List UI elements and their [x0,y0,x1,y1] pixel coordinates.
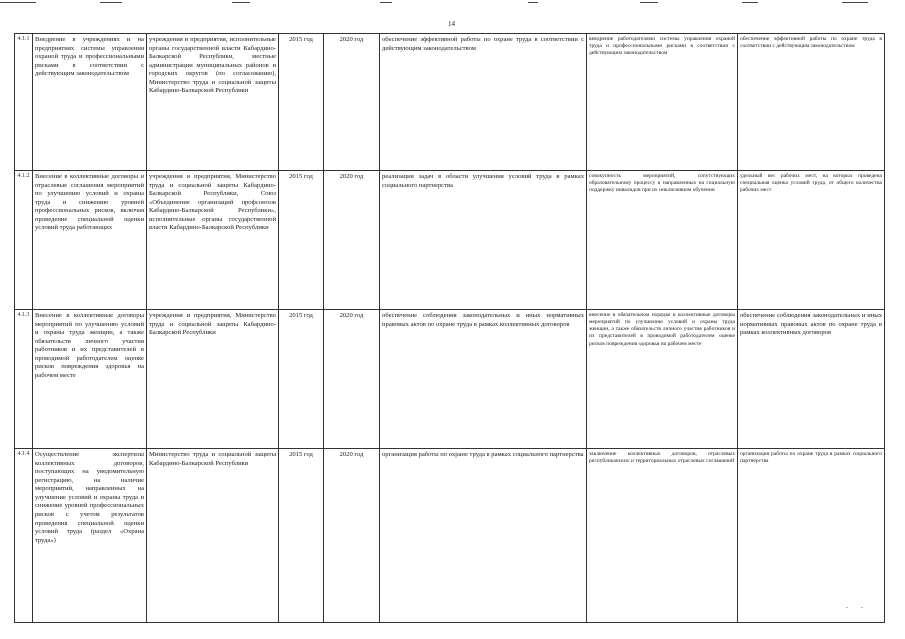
measure-cell: Осуществление экспертизы коллективных договоров, поступающих на уведомительную регистрацию, на наличие мероприятий, направленных на улучшение условий и охраны труда и снижение уровней профессиональных рисков с учетом результатов проведения специальной оценки условий труда (раздел «Охрана труда») [33,449,147,623]
table-row [15,449,885,623]
start-year-cell: 2015 год [279,171,324,310]
indicator-link-cell: обеспечение эффективной работы по охране труда в соответствии с действующим законодательством [738,34,885,171]
row-number: 4.1.1 [15,34,33,171]
indicator-link-cell: обеспечение соблюдения законодательных и иных нормативных правовых актов по охране труда в рамках коллективных договоров [738,310,885,449]
table-row [15,34,885,171]
start-year-cell: 2015 год [279,449,324,623]
indicator-link-cell: организация работы по охране труда в рамках социального партнерства [738,449,885,623]
scan-edge-mark [640,2,658,3]
scan-edge-mark [842,2,868,3]
scan-edge-mark [528,2,538,3]
scan-edge-mark [380,2,392,3]
scan-edge-mark [232,2,250,3]
start-year-cell: 2015 год [279,34,324,171]
row-number: 4.1.3 [15,310,33,449]
measure-cell: Внедрение в учреждениях и на предприятиях системы управления охраной труда и профессиональными рисками в соответствии с действующим законодательством [33,34,147,171]
consequences-cell: совокупность мероприятий, сопутствующих образовательному процессу и направленных на социальную поддержку инвалидов при их инклюзивном обучении [587,171,738,310]
executors-cell: учреждения и предприятия, исполнительные органы государственной власти Кабардино-Балкарской Республики, местные администрации муниципальных районов и городских округов (по согласованию), Министерство труда и социальной защиты Кабардино-Балкарской Республики [147,34,279,171]
result-cell: реализация задач в области улучшения условий труда в рамках социального партнерства [380,171,587,310]
indicator-link-cell: удельный вес рабочих мест, на которых проведена специальная оценка условий труда, от общего количества рабочих мест [738,171,885,310]
start-year-cell: 2015 год [279,310,324,449]
row-number: 4.1.2 [15,171,33,310]
scan-speck [861,607,863,608]
measures-table [14,33,885,623]
table-row [15,310,885,449]
executors-cell: учреждения и предприятия, Министерство труда и социальной защиты Кабардино-Балкарской Республики [147,310,279,449]
scan-speck [846,607,848,608]
row-number: 4.1.4 [15,449,33,623]
scan-edge-mark [742,2,758,3]
executors-cell: Министерство труда и социальной защиты Кабардино-Балкарской Республики [147,449,279,623]
executors-cell: учреждения и предприятия, Министерство труда и социальной защиты Кабардино-Балкарской Республики, Союз «Объединение организаций профсоюзов Кабардино-Балкарской Республики», исполнительные органы государственной власти Кабардино-Балкарской Республики [147,171,279,310]
end-year-cell: 2020 год [324,310,380,449]
page-number: 14 [448,20,455,28]
consequences-cell: заключение коллективных договоров, отраслевых республиканских и территориальных отраслевых соглашений [587,449,738,623]
consequences-cell: внесение в обязательном порядке в коллективные договоры мероприятий по улучшению условий и охраны труда женщин, а также обязательств личного участия работников и их представителей в проводимой работодателем оценке рисков повреждения здоровья на рабочем месте [587,310,738,449]
result-cell: обеспечение соблюдения законодательных и иных нормативных правовых актов по охране труда в рамках коллективных договоров [380,310,587,449]
scan-edge-mark [0,2,36,3]
measure-cell: Внесение в коллективные договоры мероприятий по улучшению условий и охраны труда женщин, а также обязательств личного участия работников и их представителей в проводимой работодателем оценке рисков повреждения здоровья на рабочем месте [33,310,147,449]
result-cell: обеспечение эффективной работы по охране труда в соответствии с действующим законодательством [380,34,587,171]
consequences-cell: внедрение работодателями системы управления охраной труда и профессиональными рисками в соответствии с действующим законодательством [587,34,738,171]
end-year-cell: 2020 год [324,449,380,623]
end-year-cell: 2020 год [324,171,380,310]
scan-edge-mark [100,2,122,3]
measure-cell: Внесение в коллективные договоры и отраслевые соглашения мероприятий по улучшению условий и охраны труда и снижению уровней профессиональных рисков, включая проведение специальной оценки условий труда работающих [33,171,147,310]
table-row [15,171,885,310]
end-year-cell: 2020 год [324,34,380,171]
result-cell: организация работы по охране труда в рамках социального партнерства [380,449,587,623]
